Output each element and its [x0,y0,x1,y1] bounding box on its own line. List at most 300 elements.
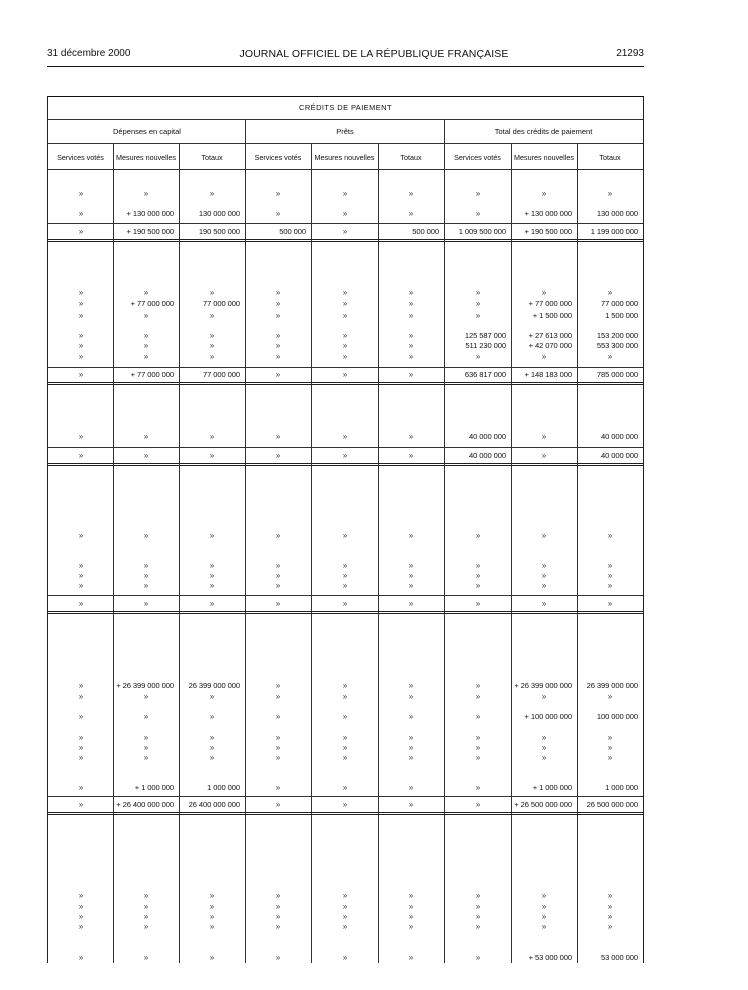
empty-mark: » [275,753,281,762]
empty-mark: » [209,922,215,931]
empty-mark: » [342,692,348,701]
empty-mark: » [342,299,348,308]
empty-mark: » [342,599,348,608]
empty-mark: » [143,581,149,590]
empty-mark: » [342,912,348,921]
column-header: Totaux [599,153,621,162]
empty-mark: » [209,953,215,962]
empty-mark: » [408,370,414,379]
table-cell: 125 587 000 [464,331,506,340]
empty-mark: » [541,743,547,752]
empty-mark: » [607,571,613,580]
empty-mark: » [541,581,547,590]
column-header: Services votés [454,153,501,162]
empty-mark: » [78,692,84,701]
empty-mark: » [342,902,348,911]
empty-mark: » [275,953,281,962]
table-cell: 26 400 000 000 [188,800,240,809]
empty-mark: » [275,288,281,297]
section-rule [48,463,643,466]
empty-mark: » [143,352,149,361]
subtotal-rule [48,367,643,368]
empty-mark: » [143,331,149,340]
empty-mark: » [143,733,149,742]
header-rule [47,66,644,67]
empty-mark: » [342,352,348,361]
table-cell: + 77 000 000 [130,299,174,308]
empty-mark: » [342,561,348,570]
table-cell: + 42 070 000 [528,341,572,350]
empty-mark: » [78,531,84,540]
empty-mark: » [541,352,547,361]
empty-mark: » [78,341,84,350]
empty-mark: » [342,733,348,742]
empty-mark: » [78,891,84,900]
empty-mark: » [541,692,547,701]
empty-mark: » [78,902,84,911]
empty-mark: » [143,912,149,921]
empty-mark: » [209,571,215,580]
group-divider [245,119,246,963]
empty-mark: » [408,288,414,297]
empty-mark: » [607,692,613,701]
empty-mark: » [275,189,281,198]
empty-mark: » [408,753,414,762]
table-cell: + 26 399 000 000 [116,681,174,690]
empty-mark: » [143,189,149,198]
empty-mark: » [342,432,348,441]
table-cell: 100 000 000 [596,712,638,721]
empty-mark: » [475,712,481,721]
empty-mark: » [78,209,84,218]
empty-mark: » [78,571,84,580]
empty-mark: » [475,581,481,590]
empty-mark: » [275,352,281,361]
empty-mark: » [275,432,281,441]
empty-mark: » [475,189,481,198]
empty-mark: » [475,571,481,580]
empty-mark: » [607,733,613,742]
empty-mark: » [209,288,215,297]
empty-mark: » [541,599,547,608]
empty-mark: » [143,451,149,460]
empty-mark: » [541,902,547,911]
empty-mark: » [143,599,149,608]
table-cell: + 77 000 000 [528,299,572,308]
empty-mark: » [607,743,613,752]
empty-mark: » [209,599,215,608]
table-cell: + 1 000 000 [532,783,572,792]
empty-mark: » [342,209,348,218]
empty-mark: » [607,922,613,931]
empty-mark: » [275,902,281,911]
empty-mark: » [275,800,281,809]
table-cell: 785 000 000 [596,370,638,379]
table-cell: 26 500 000 000 [586,800,638,809]
empty-mark: » [342,288,348,297]
table-cell: + 26 500 000 000 [514,800,572,809]
table-cell: 130 000 000 [198,209,240,218]
empty-mark: » [143,311,149,320]
table-cell: 40 000 000 [600,451,638,460]
empty-mark: » [475,953,481,962]
empty-mark: » [143,531,149,540]
empty-mark: » [408,581,414,590]
page-date: 31 décembre 2000 [47,48,131,59]
empty-mark: » [209,331,215,340]
empty-mark: » [475,531,481,540]
empty-mark: » [408,352,414,361]
empty-mark: » [342,753,348,762]
empty-mark: » [607,753,613,762]
empty-mark: » [78,561,84,570]
subtotal-rule [48,223,643,224]
empty-mark: » [607,531,613,540]
subtotal-rule [48,447,643,448]
empty-mark: » [143,561,149,570]
table-cell: 636 817 000 [464,370,506,379]
group-total-credits: Total des crédits de paiement [494,127,593,136]
empty-mark: » [275,599,281,608]
empty-mark: » [209,902,215,911]
empty-mark: » [408,692,414,701]
empty-mark: » [275,341,281,350]
empty-mark: » [342,712,348,721]
empty-mark: » [143,571,149,580]
empty-mark: » [607,189,613,198]
table-cell: 153 200 000 [596,331,638,340]
empty-mark: » [209,531,215,540]
empty-mark: » [475,352,481,361]
table-cell: 553 300 000 [596,341,638,350]
column-divider [378,143,379,963]
empty-mark: » [475,299,481,308]
empty-mark: » [475,800,481,809]
empty-mark: » [78,800,84,809]
journal-title: JOURNAL OFFICIEL DE LA RÉPUBLIQUE FRANÇAISE [239,48,509,60]
empty-mark: » [78,288,84,297]
page-number: 21293 [616,48,644,59]
empty-mark: » [78,912,84,921]
empty-mark: » [275,370,281,379]
empty-mark: » [408,783,414,792]
empty-mark: » [78,227,84,236]
section-rule [48,812,643,815]
empty-mark: » [275,209,281,218]
empty-mark: » [475,311,481,320]
empty-mark: » [209,311,215,320]
empty-mark: » [408,311,414,320]
caption-rule [48,119,643,120]
empty-mark: » [275,922,281,931]
column-header: Totaux [201,153,223,162]
empty-mark: » [541,531,547,540]
empty-mark: » [475,692,481,701]
group-rule [48,143,643,144]
empty-mark: » [408,712,414,721]
column-header: Mesures nouvelles [514,153,574,162]
column-divider [113,143,114,963]
empty-mark: » [408,571,414,580]
empty-mark: » [408,209,414,218]
empty-mark: » [342,783,348,792]
credits-table [47,96,644,963]
empty-mark: » [342,531,348,540]
empty-mark: » [275,311,281,320]
column-divider [511,143,512,963]
table-cell: 77 000 000 [600,299,638,308]
empty-mark: » [78,922,84,931]
column-header: Totaux [400,153,422,162]
empty-mark: » [475,922,481,931]
empty-mark: » [541,733,547,742]
column-header: Services votés [57,153,104,162]
empty-mark: » [143,953,149,962]
empty-mark: » [475,902,481,911]
empty-mark: » [408,341,414,350]
table-cell: 26 399 000 000 [586,681,638,690]
group-prets: Prêts [336,127,354,136]
empty-mark: » [342,800,348,809]
group-divider [444,119,445,963]
empty-mark: » [408,189,414,198]
group-depenses-capital: Dépenses en capital [113,127,181,136]
empty-mark: » [541,912,547,921]
empty-mark: » [209,189,215,198]
empty-mark: » [541,432,547,441]
empty-mark: » [275,733,281,742]
table-cell: + 77 000 000 [130,370,174,379]
table-cell: 130 000 000 [596,209,638,218]
empty-mark: » [607,599,613,608]
empty-mark: » [541,561,547,570]
empty-mark: » [475,681,481,690]
empty-mark: » [475,891,481,900]
empty-mark: » [607,902,613,911]
table-cell: 190 500 000 [198,227,240,236]
empty-mark: » [607,581,613,590]
empty-mark: » [209,912,215,921]
table-cell: + 27 613 000 [528,331,572,340]
empty-mark: » [408,432,414,441]
table-cell: 1 009 500 000 [458,227,506,236]
table-cell: 1 000 000 [207,783,240,792]
empty-mark: » [475,743,481,752]
table-cell: + 148 183 000 [524,370,572,379]
empty-mark: » [143,288,149,297]
empty-mark: » [408,681,414,690]
empty-mark: » [143,891,149,900]
empty-mark: » [275,712,281,721]
empty-mark: » [275,692,281,701]
column-header: Mesures nouvelles [116,153,176,162]
empty-mark: » [475,599,481,608]
empty-mark: » [342,370,348,379]
empty-mark: » [342,743,348,752]
empty-mark: » [209,581,215,590]
table-cell: + 100 000 000 [524,712,572,721]
empty-mark: » [475,733,481,742]
table-cell: 40 000 000 [468,451,506,460]
empty-mark: » [143,712,149,721]
empty-mark: » [78,953,84,962]
empty-mark: » [408,451,414,460]
empty-mark: » [275,743,281,752]
column-header: Mesures nouvelles [314,153,375,162]
empty-mark: » [209,341,215,350]
subtotal-rule [48,595,643,596]
empty-mark: » [541,288,547,297]
empty-mark: » [408,902,414,911]
empty-mark: » [78,299,84,308]
empty-mark: » [408,743,414,752]
empty-mark: » [342,331,348,340]
column-divider [311,143,312,963]
table-cell: + 190 500 000 [126,227,174,236]
empty-mark: » [342,451,348,460]
empty-mark: » [275,571,281,580]
table-caption: CRÉDITS DE PAIEMENT [299,103,392,112]
empty-mark: » [408,561,414,570]
empty-mark: » [78,432,84,441]
empty-mark: » [342,891,348,900]
table-cell: 77 000 000 [202,299,240,308]
table-cell: + 130 000 000 [524,209,572,218]
table-cell: 77 000 000 [202,370,240,379]
empty-mark: » [475,753,481,762]
empty-mark: » [275,451,281,460]
empty-mark: » [408,953,414,962]
table-cell: 500 000 [412,227,439,236]
empty-mark: » [541,891,547,900]
table-cell: 1 199 000 000 [590,227,638,236]
empty-mark: » [541,753,547,762]
empty-mark: » [342,681,348,690]
column-header-rule [48,169,643,170]
table-cell: + 1 000 000 [134,783,174,792]
empty-mark: » [275,783,281,792]
empty-mark: » [475,912,481,921]
table-cell: + 26 400 000 000 [116,800,174,809]
empty-mark: » [143,341,149,350]
empty-mark: » [342,953,348,962]
table-cell: + 53 000 000 [528,953,572,962]
table-cell: 26 399 000 000 [188,681,240,690]
empty-mark: » [342,189,348,198]
empty-mark: » [78,370,84,379]
table-cell: 53 000 000 [600,953,638,962]
empty-mark: » [408,599,414,608]
empty-mark: » [607,352,613,361]
empty-mark: » [342,311,348,320]
empty-mark: » [607,288,613,297]
empty-mark: » [143,922,149,931]
empty-mark: » [78,599,84,608]
empty-mark: » [408,800,414,809]
empty-mark: » [475,783,481,792]
empty-mark: » [78,712,84,721]
empty-mark: » [607,891,613,900]
empty-mark: » [209,743,215,752]
empty-mark: » [143,692,149,701]
empty-mark: » [475,209,481,218]
empty-mark: » [78,451,84,460]
empty-mark: » [209,733,215,742]
empty-mark: » [275,331,281,340]
empty-mark: » [78,311,84,320]
empty-mark: » [408,299,414,308]
empty-mark: » [541,922,547,931]
empty-mark: » [209,891,215,900]
empty-mark: » [78,352,84,361]
empty-mark: » [275,581,281,590]
empty-mark: » [408,922,414,931]
empty-mark: » [408,531,414,540]
table-cell: 40 000 000 [468,432,506,441]
table-cell: + 190 500 000 [524,227,572,236]
empty-mark: » [541,451,547,460]
empty-mark: » [275,561,281,570]
empty-mark: » [143,432,149,441]
empty-mark: » [342,922,348,931]
empty-mark: » [275,531,281,540]
empty-mark: » [342,227,348,236]
empty-mark: » [475,561,481,570]
empty-mark: » [275,299,281,308]
empty-mark: » [143,902,149,911]
column-header: Services votés [254,153,302,162]
empty-mark: » [78,681,84,690]
empty-mark: » [209,753,215,762]
empty-mark: » [541,571,547,580]
table-cell: + 26 399 000 000 [514,681,572,690]
empty-mark: » [209,561,215,570]
empty-mark: » [275,912,281,921]
empty-mark: » [408,891,414,900]
empty-mark: » [78,581,84,590]
section-rule [48,239,643,242]
empty-mark: » [275,681,281,690]
empty-mark: » [209,432,215,441]
empty-mark: » [78,331,84,340]
empty-mark: » [209,712,215,721]
empty-mark: » [475,288,481,297]
table-cell: 511 230 000 [465,341,506,350]
empty-mark: » [209,451,215,460]
empty-mark: » [78,753,84,762]
subtotal-rule [48,796,643,797]
table-cell: + 1 500 000 [532,311,572,320]
empty-mark: » [275,891,281,900]
section-rule [48,382,643,385]
section-rule [48,611,643,614]
empty-mark: » [541,189,547,198]
column-divider [577,143,578,963]
empty-mark: » [209,692,215,701]
table-cell: 40 000 000 [600,432,638,441]
empty-mark: » [408,912,414,921]
empty-mark: » [209,352,215,361]
empty-mark: » [78,733,84,742]
column-divider [179,143,180,963]
empty-mark: » [143,743,149,752]
empty-mark: » [78,743,84,752]
empty-mark: » [342,341,348,350]
empty-mark: » [342,571,348,580]
empty-mark: » [607,912,613,921]
empty-mark: » [78,189,84,198]
empty-mark: » [143,753,149,762]
